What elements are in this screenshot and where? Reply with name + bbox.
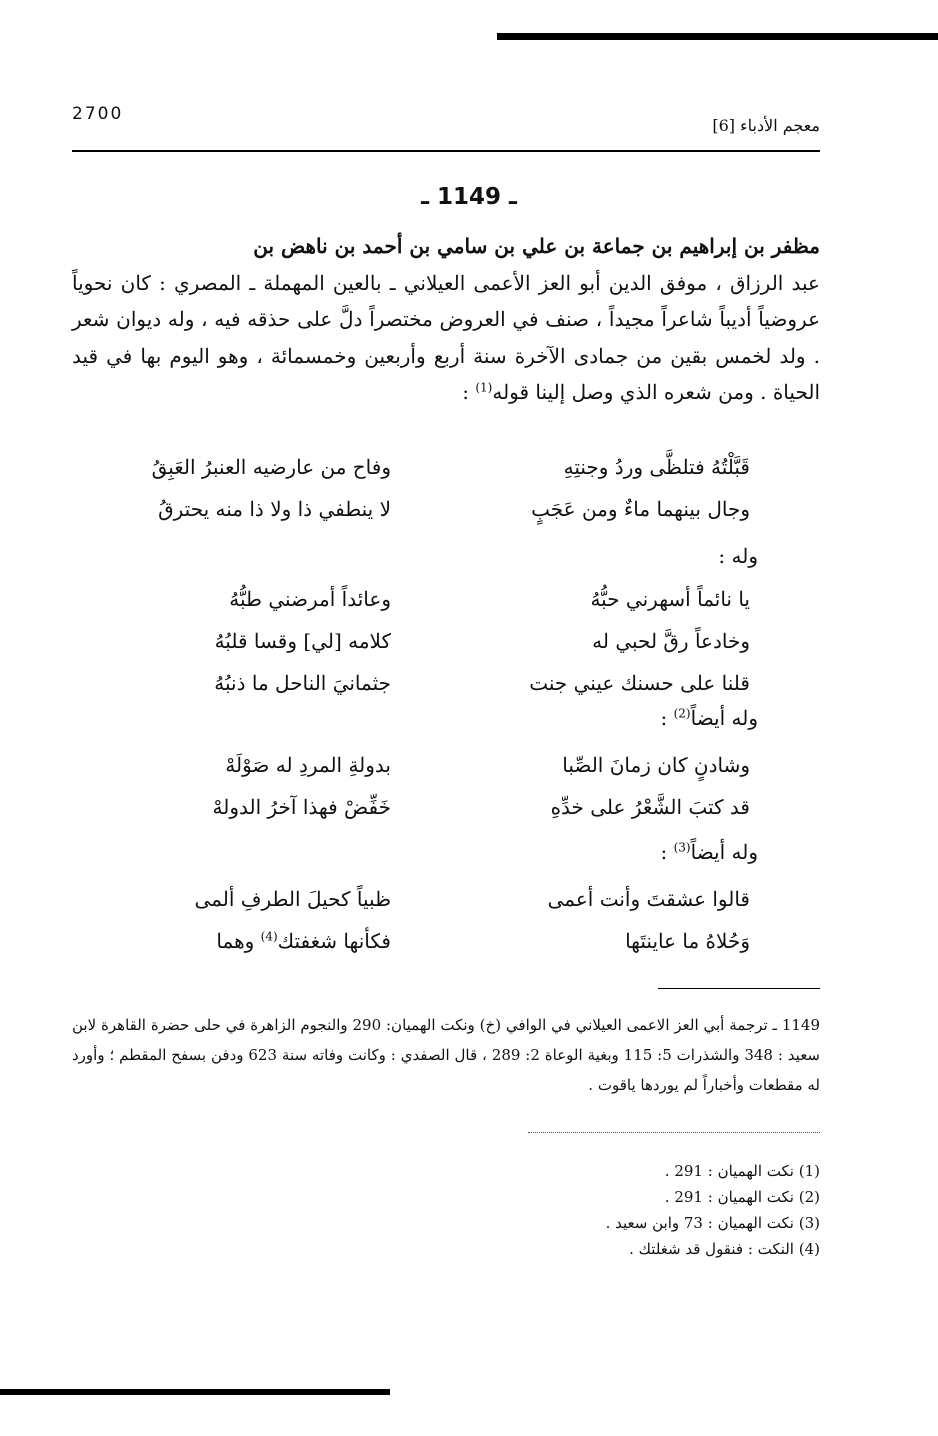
footnote: (2) نكت الهميان : 291 . — [664, 1188, 820, 1206]
verse-second-hemistich: وعائداً أمرضني طبُّهُ — [229, 587, 391, 611]
running-head: معجم الأدباء [6] — [712, 116, 820, 135]
verse-line — [72, 488, 820, 530]
page-number: 2700 — [72, 104, 124, 124]
verse-line — [72, 620, 820, 662]
verse-line — [72, 744, 820, 786]
footnotes — [606, 1158, 820, 1262]
entry-body — [72, 228, 820, 411]
footnote-separator — [658, 988, 820, 989]
verse-line — [72, 920, 820, 962]
entry-name: مظفر بن إبراهيم بن جماعة بن علي بن سامي بن أحمد بن ناهض بن — [253, 234, 820, 258]
poem-2 — [72, 578, 820, 704]
footnote: (4) النكت : فنقول قد شغلتك . — [629, 1240, 820, 1258]
poem-intro-end: : — [660, 706, 674, 730]
poem-intro — [660, 840, 758, 864]
hemistich-text: فكأنها شغفتك — [277, 929, 391, 953]
footnote: (3) نكت الهميان : 73 وابن سعيد . — [605, 1214, 820, 1232]
verse-second-hemistich: لا ينطفي ذا ولا ذا منه يحترقُ — [158, 497, 391, 521]
footnote-ref: (4) — [260, 929, 278, 944]
verse-second-hemistich: ظبياً كحيلَ الطرفِ ألمى — [194, 887, 391, 911]
verse-line — [72, 786, 820, 828]
verse-first-hemistich: وَحُلاهُ ما عاينتَها — [625, 929, 750, 953]
biography-end: : — [462, 380, 476, 404]
verse-first-hemistich: قلنا على حسنك عيني جنت — [529, 671, 750, 695]
poem-intro — [660, 706, 758, 730]
dotted-separator — [528, 1132, 820, 1133]
verse-second-hemistich: وفاح من عارضيه العنبرُ العَبِقُ — [151, 455, 391, 479]
verse-line — [72, 662, 820, 704]
scan-edge-mark — [0, 1389, 390, 1395]
verse-second-hemistich: خَفِّضْ فهذا آخرُ الدولهْ — [212, 795, 391, 819]
verse-first-hemistich: وشادنٍ كان زمانَ الصِّبا — [562, 753, 750, 777]
verse-first-hemistich: قَبَّلْتُهُ فتلظَّى وردُ وجنتِهِ — [563, 455, 750, 479]
poem-3 — [72, 744, 820, 828]
biography-text: عبد الرزاق ، موفق الدين أبو العز الأعمى العيلاني ـ بالعين المهملة ـ المصري : كان نحوياً عروضياً أديباً شاعراً مجيداً ، صنف في العروض مختصراً دلَّ على حذقه فيه ، وله ديوان شعر . ولد لخمس بقين من جمادى الآخرة سنة أربع وأربعين وخمسمائة ، وهو اليوم بها في قيد الحياة . ومن شعره الذي وصل إلينا قوله — [72, 270, 820, 404]
verse-second-hemistich: جثمانيَ الناحل ما ذنبُهُ — [214, 671, 391, 695]
poem-intro: وله : — [718, 544, 758, 568]
verse-first-hemistich: قالوا عشقتَ وأنت أعمى — [547, 887, 750, 911]
footnote-ref: (3) — [673, 840, 691, 855]
verse-first-hemistich: وجال بينهما ماءٌ ومن عَجَبٍ — [531, 497, 750, 521]
scan-edge-mark — [497, 33, 938, 40]
biography-sources-note: 1149 ـ ترجمة أبي العز الاعمى العيلاني في الوافي (خ) ونكت الهميان: 290 والنجوم الزاهرة في حلى حضرة القاهرة لابن سعيد : 348 والشذرات 5: 115 وبغية الوعاة 2: 289 ، قال الصفدي : وكانت وفاته سنة 623 ودفن بسفح المقطم ؛ وأورد له مقطعات وأخباراً لم يوردها ياقوت . — [72, 1016, 820, 1094]
verse-second-hemistich: كلامه [لي] وقسا قلبُهُ — [214, 629, 391, 653]
verse-second-hemistich: بدولةِ المردِ له صَوْلَهْ — [225, 753, 391, 777]
verse-line — [72, 578, 820, 620]
verse-line — [72, 446, 820, 488]
hemistich-text: وهما — [216, 929, 261, 953]
poem-1 — [72, 446, 820, 530]
poem-intro-text: وله أيضاً — [690, 840, 758, 864]
footnote-ref: (1) — [475, 380, 493, 395]
verse-first-hemistich: يا نائماً أسهرني حبُّهُ — [590, 587, 750, 611]
entry-biography — [72, 265, 820, 411]
verse-first-hemistich: قد كتبَ الشَّعْرُ على خدِّهِ — [550, 795, 750, 819]
footnote-ref: (2) — [673, 706, 691, 721]
entry-number: ـ 1149 ـ — [421, 184, 517, 210]
header-rule — [72, 150, 820, 152]
poem-intro-text: وله أيضاً — [690, 706, 758, 730]
verse-second-hemistich — [72, 929, 391, 953]
footnote: (1) نكت الهميان : 291 . — [664, 1162, 820, 1180]
verse-first-hemistich: وخادعاً رقَّ لحبي له — [592, 629, 750, 653]
verse-line — [72, 878, 820, 920]
poem-4 — [72, 878, 820, 962]
poem-intro-end: : — [660, 840, 674, 864]
